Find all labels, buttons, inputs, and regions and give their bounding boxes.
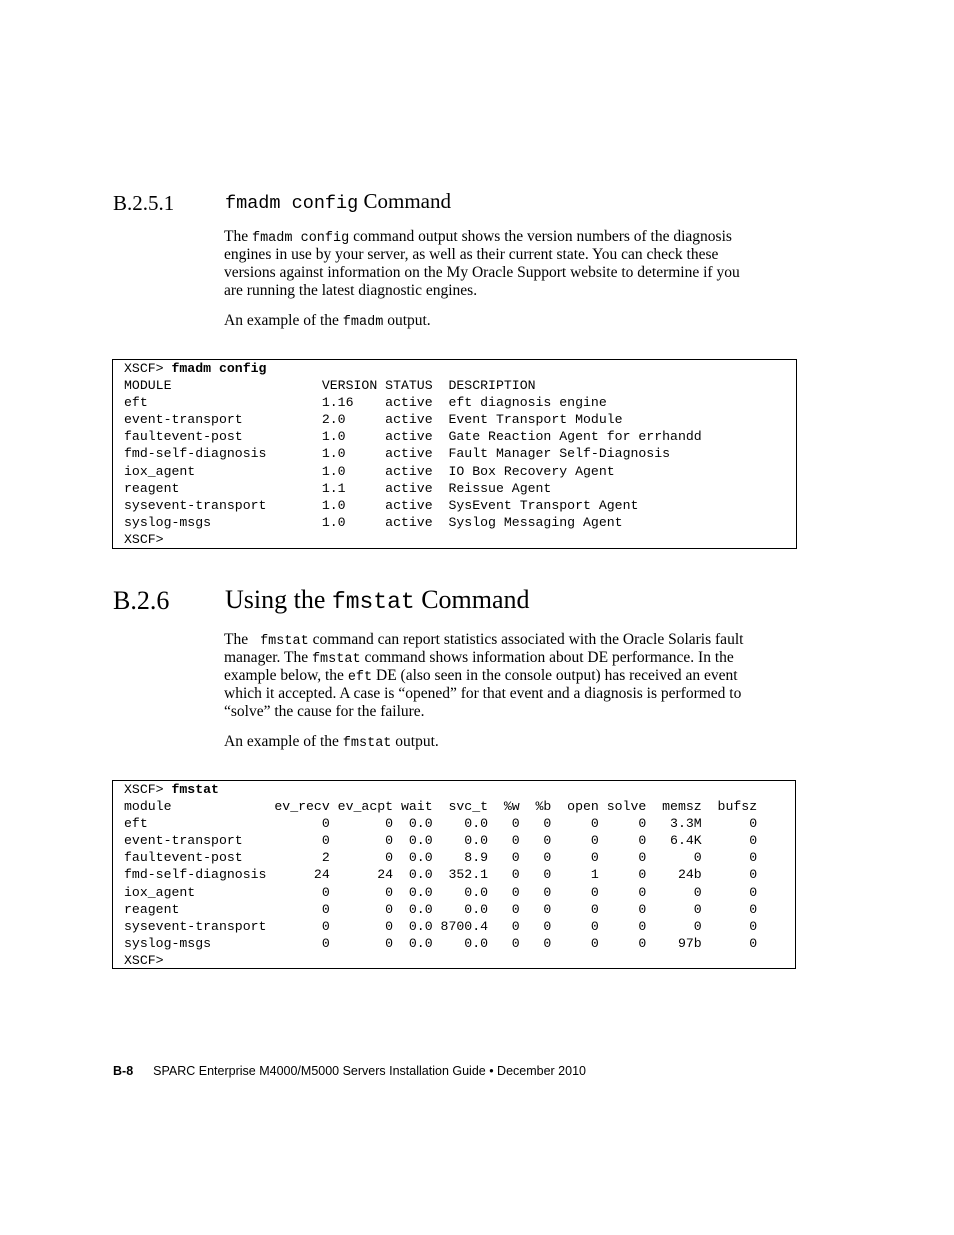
section-title-text: Command [363, 189, 451, 213]
code-line: faultevent-post 2 0 0.0 8.9 0 0 0 0 0 0 [124, 850, 758, 866]
code-line: syslog-msgs 0 0 0.0 0.0 0 0 0 0 97b 0 [124, 935, 758, 951]
text-run: “solve” the cause for the failure. [224, 703, 425, 720]
text-run: are running the latest diagnostic engines. [224, 282, 478, 299]
paragraph-line [224, 246, 799, 264]
paragraph-line [224, 733, 799, 751]
text-run: command output shows the version numbers of the diagnosis [349, 228, 732, 245]
code-line: XSCF> [124, 531, 164, 547]
text-run: command can report statistics associated with the Oracle Solaris fault [308, 631, 744, 648]
text-run: which it accepted. A case is “opened” for that event and a diagnosis is performed to [224, 685, 742, 702]
code-line: sysevent-transport 1.0 active SysEvent Transport Agent [124, 497, 639, 513]
code-line: eft 0 0 0.0 0.0 0 0 0 0 3.3M 0 [124, 816, 758, 832]
text-run: An example of the [224, 312, 343, 329]
code-line: iox_agent 0 0 0.0 0.0 0 0 0 0 0 0 [124, 884, 758, 900]
paragraph-line [224, 685, 799, 703]
text-run: manager. The [224, 649, 312, 666]
section-title-post: Command [414, 585, 530, 614]
code-command: fmadm config [171, 361, 267, 376]
section1-example-intro [224, 312, 799, 330]
code-line: event-transport 0 0 0.0 0.0 0 0 0 0 6.4K 0 [124, 833, 758, 849]
code-line: reagent 1.1 active Reissue Agent [124, 480, 552, 496]
code-command: fmstat [171, 782, 219, 797]
code-line: event-transport 2.0 active Event Transport Module [124, 412, 623, 428]
section-title-command: fmstat [331, 589, 415, 615]
paragraph-line [224, 264, 799, 282]
code-line: reagent 0 0 0.0 0.0 0 0 0 0 0 0 [124, 901, 758, 917]
inline-code: fmstat [342, 736, 392, 751]
code-line: MODULE VERSION STATUS DESCRIPTION [124, 378, 536, 394]
paragraph-line [224, 631, 799, 649]
paragraph-line [224, 649, 799, 667]
code-line: fmd-self-diagnosis 1.0 active Fault Manager Self-Diagnosis [124, 446, 671, 462]
paragraph-line [224, 282, 799, 300]
section2-paragraph [224, 631, 799, 721]
text-run: An example of the [224, 733, 343, 750]
section-number: B.2.6 [113, 586, 170, 615]
code-output [124, 799, 757, 968]
text-run: The [224, 631, 252, 648]
inline-code: fmstat [311, 652, 361, 667]
section-title-pre: Using the [225, 585, 332, 614]
paragraph-line [224, 312, 799, 330]
code-line: module ev_recv ev_acpt wait svc_t %w %b open solve memsz bufsz [124, 799, 758, 815]
text-run: The [224, 228, 252, 245]
code-output [124, 378, 702, 547]
text-run: command shows information about DE performance. In the [360, 649, 734, 666]
section1-paragraph [224, 228, 799, 300]
section-title-command: fmadm config [225, 193, 359, 214]
text-run: DE (also seen in the console output) has received an event [372, 667, 738, 684]
text-run: output. [383, 312, 431, 329]
text-run: versions against information on the My Oracle Support website to determine if you [224, 264, 740, 281]
code-line: eft 1.16 active eft diagnosis engine [124, 395, 607, 411]
code-line: XSCF> [124, 952, 164, 968]
footer-text: SPARC Enterprise M4000/M5000 Servers Installation Guide • December 2010 [153, 1064, 586, 1078]
section2-example-intro [224, 733, 799, 751]
text-run: engines in use by your server, as well as their current state. You can check these [224, 246, 719, 263]
inline-code: fmadm [342, 315, 384, 330]
paragraph-line [224, 667, 799, 685]
code-line: sysevent-transport 0 0 0.0 8700.4 0 0 0 0 0 0 [124, 918, 758, 934]
section-title [225, 189, 451, 214]
code-line: faultevent-post 1.0 active Gate Reaction Agent for errhandd [124, 429, 702, 445]
code-prompt: XSCF> [124, 782, 172, 797]
inline-code: eft [347, 670, 373, 685]
code-line: fmd-self-diagnosis 24 24 0.0 352.1 0 0 1 0 24b 0 [124, 867, 758, 883]
page-footer [113, 1064, 586, 1078]
paragraph-line [224, 703, 799, 721]
fmadm-config-code-block [112, 359, 797, 549]
text-run: example below, the [224, 667, 348, 684]
paragraph-line [224, 228, 799, 246]
text-run: output. [391, 733, 439, 750]
code-line: iox_agent 1.0 active IO Box Recovery Agent [124, 463, 615, 479]
section-title [225, 585, 530, 615]
section-number: B.2.5.1 [113, 191, 175, 215]
inline-code: fmadm config [251, 231, 350, 246]
inline-code: fmstat [251, 634, 309, 649]
page-number: B-8 [113, 1064, 134, 1078]
fmstat-code-block [112, 780, 796, 969]
code-prompt: XSCF> [124, 361, 172, 376]
code-line: syslog-msgs 1.0 active Syslog Messaging Agent [124, 514, 623, 530]
